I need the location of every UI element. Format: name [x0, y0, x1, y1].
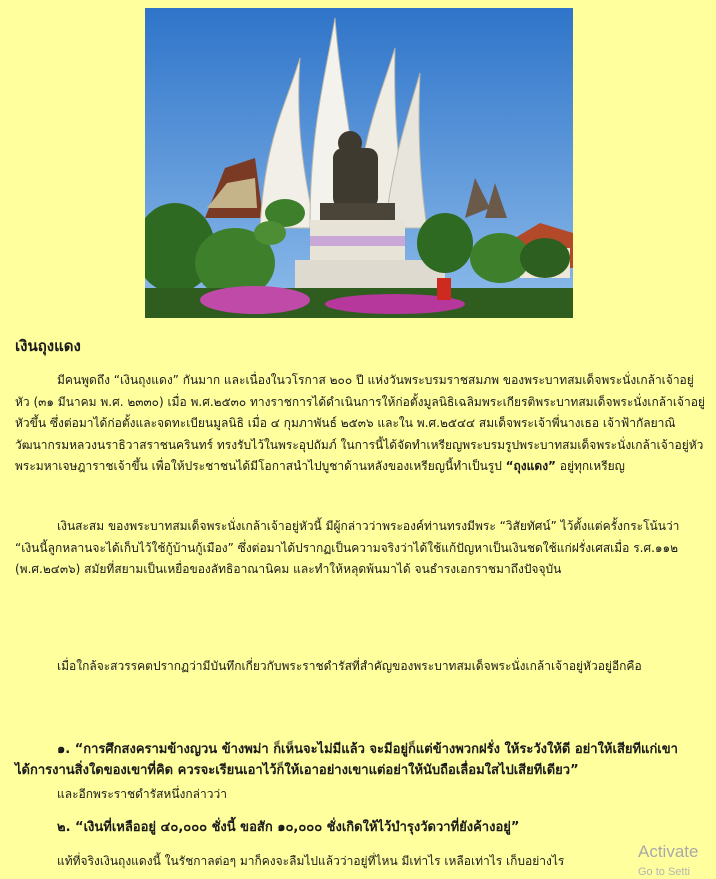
quote-2-intro: และอีกพระราชดำรัสหนึ่งกล่าวว่า	[57, 787, 227, 801]
paragraph-2: เงินสะสม ของพระบาทสมเด็จพระนั่งเกล้าเจ้าอยู่หัวนี้ มีผู้กล่าวว่าพระองค์ท่านทรงมีพระ “วิสัยทัศน์” ไว้ตั้งแต่ครั้งกระโน้นว่า “เงินนี้ลูกหลานจะได้เก็บไว้ใช้กู้บ้านกู้เมือง” ซึ่งต่อมาได้ปรากฏเป็นความจริงว่าได้ใช้แก้ปัญหาเป็นเงินชดใช้แก่ฝรั่งเศสเมื่อ ร.ศ.๑๑๒ (พ.ศ.๒๔๓๖) สมัยที่สยามเป็นเหยื่อของลัทธิอาณานิคม และทำให้หลุดพ้นมาได้ จนธำรงเอกราชมาถึงปัจจุบัน	[15, 519, 680, 577]
monument-illustration	[145, 8, 573, 318]
royal-quote-1: ๑. “การศึกสงครามข้างญวน ข้างพม่า ก็เห็นจะไม่มีแล้ว จะมีอยู่ก็แต่ข้างพวกฝรั่ง ให้ระวังให้ดี อย่าให้เสียทีแก่เขาได้การงานสิ่งใดของเขาที่คิด ควรจะเรียนเอาไว้ก็ให้เอาอย่างเขาแต่อย่าให้นับถือเลื่อมใสไปเสียทีเดียว”	[15, 742, 678, 778]
activate-watermark: Activate	[638, 842, 699, 861]
paragraph-1	[15, 370, 705, 478]
monument-photo	[145, 8, 573, 318]
article-heading: เงินถุงแดง	[15, 337, 81, 355]
royal-quote-2: ๒. “เงินที่เหลืออยู่ ๔๐,๐๐๐ ชั่งนี้ ขอสัก ๑๐,๐๐๐ ชั่งเกิดให้ไว้บำรุงวัดวาที่ยังค้างอยู่”	[57, 820, 520, 835]
paragraph-1-tail: อยู่ทุกเหรียญ	[555, 459, 625, 474]
red-bag-bold: “ถุงแดง”	[505, 459, 556, 474]
paragraph-1-text: มีคนพูดถึง “เงินถุงแดง” กันมาก และเนื่องในวโรกาส ๒๐๐ ปี แห่งวันพระบรมราชสมภพ ของพระบาทสมเด็จพระนั่งเกล้าเจ้าอยู่หัว (๓๑ มีนาคม พ.ศ. ๒๓๓๐) เมื่อ พ.ศ.๒๕๓๐ ทางราชการได้ดำเนินการให้ก่อตั้งมูลนิธิเฉลิมพระเกียรติพระบาทสมเด็จพระนั่งเกล้าเจ้าอยู่หัวขึ้น ซึ่งต่อมาได้ก่อตั้งและจดทะเบียนมูลนิธิ เมื่อ ๔ กุมภาพันธ์ ๒๕๓๖ และใน พ.ศ.๒๕๔๔ สมเด็จพระเจ้าพี่นางเธอ เจ้าฟ้ากัลยาณิวัฒนากรมหลวงนราธิวาสราชนครินทร์ ทรงรับไว้ในพระอุปถัมภ์ ในการนี้ได้จัดทำเหรียญพระบรมรูปพระบาทสมเด็จพระนั่งเกล้าเจ้าอยู่หัวพระมหาเจษฎาราชเจ้าขึ้น เพื่อให้ประชาชนได้มีโอกาสนำไปบูชาด้านหลังของเหรียญนี้ทำเป็นรูป	[15, 373, 705, 474]
closing-line: แท้ที่จริงเงินถุงแดงนี้ ในรัชกาลต่อๆ มาก็คงจะลืมไปแล้วว่าอยู่ที่ไหน มีเท่าไร เหลือเท่าไร เก็บอย่างไร	[57, 854, 565, 868]
activate-watermark-sub: Go to Setti	[638, 866, 690, 878]
paragraph-3: เมื่อใกล้จะสวรรคตปรากฏว่ามีบันทึกเกี่ยวกับพระราชดำรัสที่สำคัญของพระบาทสมเด็จพระนั่งเกล้าเจ้าอยู่หัวอยู่อีกคือ	[57, 659, 642, 673]
